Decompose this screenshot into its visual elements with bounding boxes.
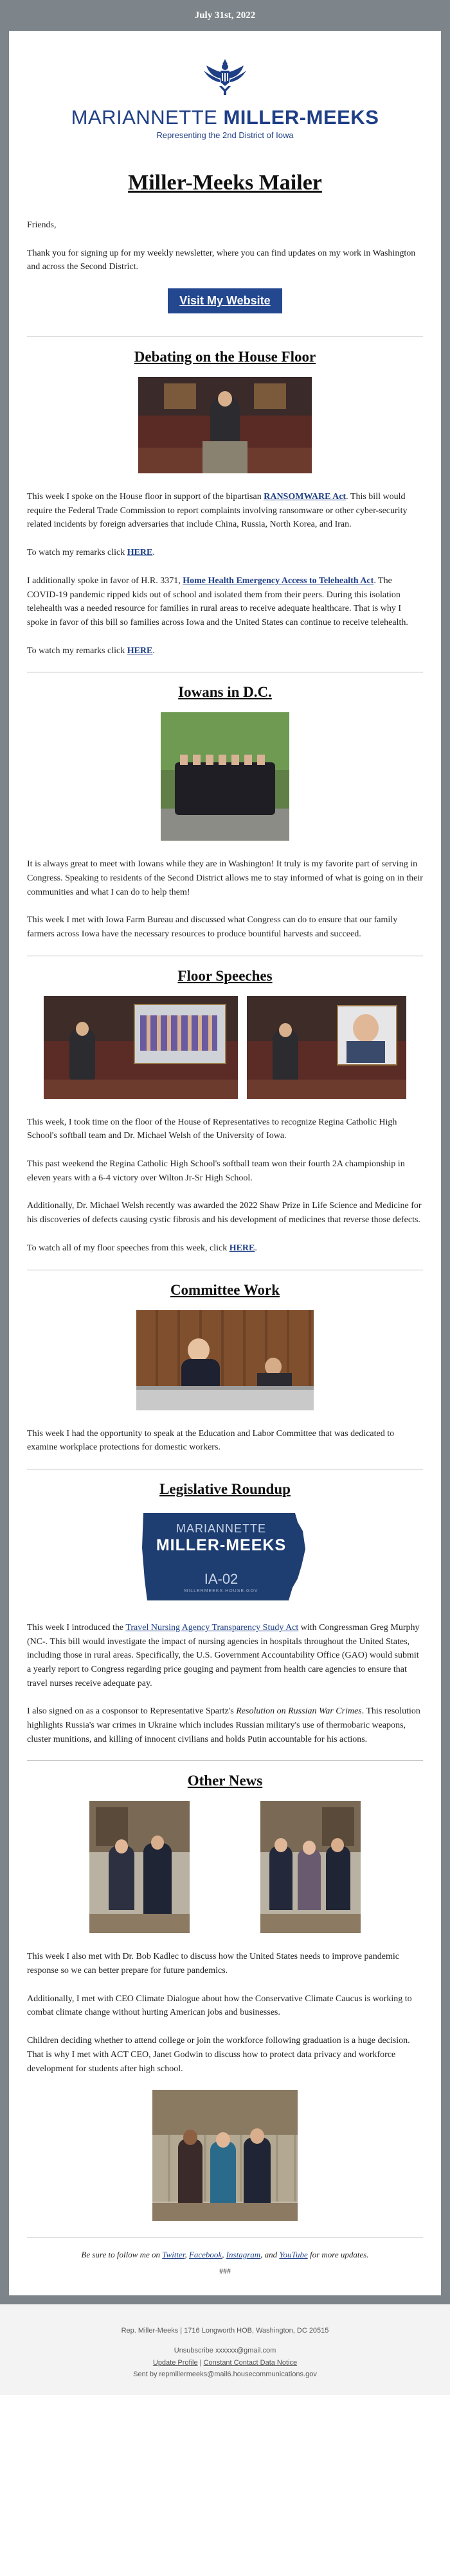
floor-speeches-p1: This week, I took time on the floor of the House of Representatives to recognize Regina Catholic High School's softball team and Dr. Michael Welsh of the University of Iowa. [27, 1117, 397, 1141]
end-marker: ### [219, 2266, 231, 2276]
text-run: To watch all of my floor speeches from this week, click [27, 1243, 230, 1253]
watch-remarks-link-2[interactable]: HERE [127, 645, 153, 656]
floor-speeches-link[interactable]: HERE [229, 1243, 255, 1253]
text-run: I additionally spoke in favor of H.R. 3371, [27, 575, 183, 586]
unsubscribe-link[interactable]: Unsubscribe xxxxxx@gmail.com [174, 2346, 276, 2354]
committee-hearing-photo [136, 1310, 314, 1410]
climate-dialogue-meeting-photo [260, 1801, 361, 1933]
act-meeting-photo-row [27, 2090, 423, 2221]
text-run: . The COVID-19 pandemic ripped kids out of school and isolated them from their peers. During this isolation telehealth was a needed resource for families in rural areas to receive adequate healthcare. That is why I spoke in favor of this bill so families across Iowa and the United States can continue to receive telehealth. [27, 575, 408, 627]
visit-website-button[interactable]: Visit My Website [168, 288, 282, 313]
text-run: with Congressman Greg Murphy (NC-. This bill would investigate the impact of nursing agencies in hospitals throughout the United States, including those in rural areas. Specifically, the U.S. Government Accountability Office (GAO) would submit a yearly report to Congress regarding price gouging and payment from health care agencies to ensure that travel nurses receive adequate pay. [27, 1622, 420, 1688]
footer-unsubscribe[interactable] [0, 2345, 450, 2357]
text-run: , [222, 2250, 226, 2260]
instagram-link[interactable]: Instagram [226, 2250, 261, 2260]
other-news-p2: Additionally, I met with CEO Climate Dialogue about how the Conservative Climate Caucus is working to combat climate change without hurting American jobs and businesses. [27, 1993, 412, 2018]
legislative-p1 [27, 1621, 423, 1690]
house-floor-p3 [27, 574, 423, 630]
floor-speeches-p2: This past weekend the Regina Catholic High School's softball team won their fourth 2A championship in eleven years with a 6-4 victory over Wilton Jr-Sr High School. [27, 1159, 405, 1183]
email-footer [0, 2304, 450, 2395]
newsletter-date: July 31st, 2022 [194, 10, 256, 21]
ia-02-graphic [141, 1509, 309, 1604]
house-floor-p4 [27, 644, 423, 658]
eagle-seal-icon [203, 57, 248, 96]
section-heading-other-news: Other News [187, 1773, 263, 1789]
text-run: Be sure to follow me on [81, 2250, 163, 2260]
footer-sent-by: Sent by repmillermeeks@mail6.housecommunications.gov [133, 2370, 317, 2379]
floor-speeches-photo-row [27, 996, 423, 1099]
kadlec-meeting-photo [89, 1801, 190, 1933]
graphic-line-2: MILLER-MEEKS [156, 1536, 287, 1554]
text-run: . [152, 548, 155, 558]
text-run: . This resolution highlights Russia's war crimes in Ukraine which includes Russian military's use of thermobaric weapons, cluster munitions, and killing of innocent civilians and holds Putin accountable for his actions. [27, 1706, 420, 1744]
iowa-farm-bureau-group-photo [161, 712, 289, 841]
section-heading-house-floor: Debating on the House Floor [134, 349, 316, 365]
house-floor-photo [138, 377, 312, 473]
text-run: . [255, 1243, 257, 1253]
section-heading-legislative-roundup: Legislative Roundup [159, 1480, 291, 1497]
text-run: , [184, 2250, 189, 2260]
text-run: I also signed on as a cosponsor to Representative Spartz's [27, 1706, 237, 1717]
house-floor-p1 [27, 490, 423, 532]
legislative-graphic-row [27, 1509, 423, 1604]
text-run: | [197, 2358, 204, 2367]
footer-links [0, 2357, 450, 2369]
footer-address: Rep. Miller-Meeks | 1716 Longworth HOB, Washington, DC 20515 [121, 2327, 329, 2335]
graphic-line-1: MARIANNETTE [176, 1521, 266, 1535]
text-run: , and [260, 2250, 280, 2260]
twitter-link[interactable]: Twitter [162, 2250, 185, 2260]
facebook-link[interactable]: Facebook [188, 2250, 222, 2260]
section-heading-floor-speeches: Floor Speeches [177, 967, 273, 984]
text-run: . This bill would require the Federal Trade Commission to report complaints involving ransomware or other cyber-security related incidents by foreign adversaries that include China, Russia, North Korea, and Iran. [27, 492, 408, 530]
website-button-wrap [27, 288, 423, 313]
telehealth-act-link[interactable]: Home Health Emergency Access to Telehealth Act [183, 575, 374, 586]
logo-name [27, 106, 423, 129]
resolution-title: Resolution on Russian War Crimes [236, 1706, 362, 1717]
floor-speeches-p3: Additionally, Dr. Michael Welsh recently was awarded the 2022 Shaw Prize in Life Science and Medicine for his discoveries of defects causing cystic fibrosis and his development of medicines that reverse those defects. [27, 1201, 422, 1225]
committee-photo-row [27, 1310, 423, 1410]
other-news-photo-row [27, 1801, 423, 1933]
frame-bottom-padding [0, 2295, 450, 2304]
data-notice-link[interactable]: Constant Contact Data Notice [203, 2358, 298, 2367]
committee-p1: This week I had the opportunity to speak at the Education and Labor Committee that was dedicated to examine workplace protections for domestic workers. [27, 1428, 395, 1453]
logo-first-name: MARIANNETTE [71, 106, 218, 128]
divider [27, 1760, 423, 1761]
update-profile-link[interactable]: Update Profile [152, 2358, 198, 2367]
ransomware-act-link[interactable]: RANSOMWARE Act [264, 492, 346, 502]
logo-subtitle: Representing the 2nd District of Iowa [156, 130, 294, 140]
congress-logo [27, 31, 423, 140]
text-run: To watch my remarks click [27, 645, 127, 656]
text-run: To watch my remarks click [27, 548, 127, 558]
graphic-line-3: IA-02 [204, 1570, 239, 1587]
newsletter-card [9, 31, 441, 2295]
text-run: . [152, 645, 155, 656]
floor-speeches-p4 [27, 1241, 423, 1256]
watch-remarks-link-1[interactable]: HERE [127, 548, 153, 558]
graphic-line-4: MILLERMEEKS.HOUSE.GOV [184, 1588, 258, 1593]
text-run: for more updates. [307, 2250, 369, 2260]
section-heading-iowans-dc: Iowans in D.C. [178, 684, 272, 701]
section-heading-committee-work: Committee Work [170, 1281, 280, 1298]
follow-me-line [27, 2250, 423, 2260]
iowans-photo-row [27, 712, 423, 841]
mailer-title: Miller-Meeks Mailer [128, 171, 322, 195]
act-ceo-meeting-photo [152, 2090, 298, 2221]
intro-text: Thank you for signing up for my weekly newsletter, where you can find updates on my work in Washington and across the Second District. [27, 248, 416, 272]
text-run: This week I introduced the [27, 1622, 126, 1633]
text-run: This week I spoke on the House floor in support of the bipartisan [27, 492, 264, 502]
softball-speech-photo [44, 996, 238, 1099]
greeting: Friends, [27, 220, 57, 230]
legislative-p2 [27, 1704, 423, 1746]
house-floor-photo-row [27, 377, 423, 473]
dr-welsh-speech-photo [247, 996, 406, 1099]
iowans-p1: It is always great to meet with Iowans while they are in Washington! It truly is my favorite part of serving in Congress. Speaking to residents of the Second District allows me to stay informed of what is going on in their communities and what I can do to help them! [27, 859, 423, 897]
youtube-link[interactable]: YouTube [279, 2250, 308, 2260]
logo-last-name: MILLER-MEEKS [223, 106, 379, 128]
other-news-p3: Children deciding whether to attend college or join the workforce following graduation is a huge decision. That is why I met with ACT CEO, Janet Godwin to discuss how to protect data privacy and workforce development for students after high school. [27, 2036, 410, 2074]
travel-nursing-act-link[interactable]: Travel Nursing Agency Transparency Study Act [125, 1622, 299, 1633]
house-floor-p2 [27, 546, 423, 560]
date-bar [0, 0, 450, 31]
other-news-p1: This week I also met with Dr. Bob Kadlec to discuss how the United States needs to improve pandemic response so we can better prepare for future pandemics. [27, 1952, 399, 1976]
iowans-p2: This week I met with Iowa Farm Bureau and discussed what Congress can do to ensure that our family farmers across Iowa have the necessary resources to produce bountiful harvests and succeed. [27, 915, 398, 939]
